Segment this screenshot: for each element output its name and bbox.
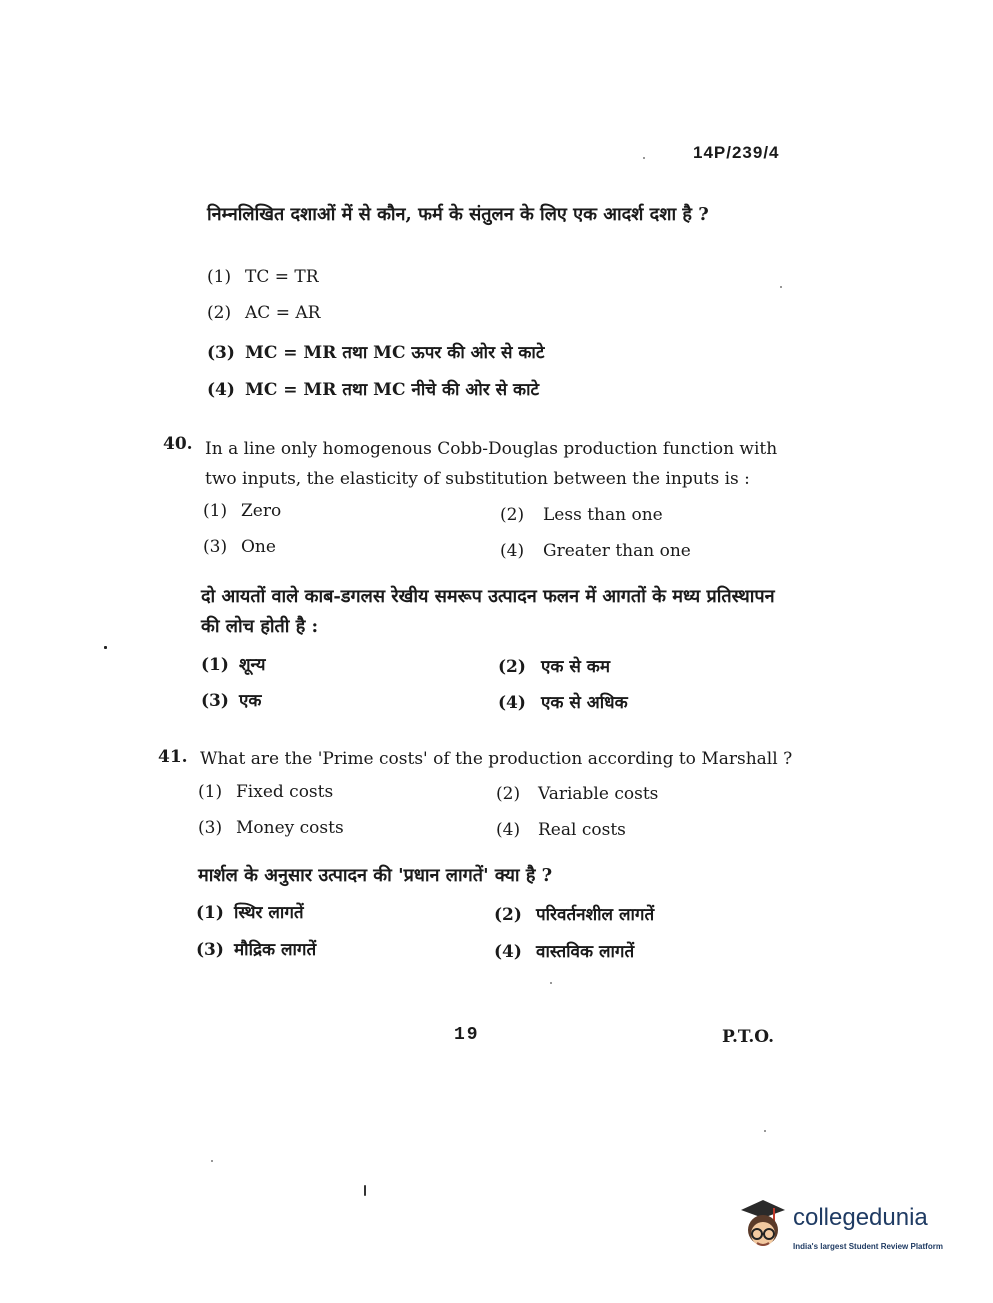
q41-option-hi-1: (1) स्थिर लागतें (196, 903, 304, 923)
logo-tagline: India's largest Student Review Platform (793, 1242, 943, 1251)
scan-speck (780, 286, 782, 288)
q41-option-hi-3: (3) मौद्रिक लागतें (196, 940, 317, 960)
paper-code: 14P/239/4 (693, 143, 780, 162)
q41-number: 41. (158, 747, 188, 767)
graduate-mascot-icon (733, 1196, 791, 1258)
scan-speck (550, 982, 552, 984)
page-number: 19 (454, 1025, 480, 1045)
q40-option-hi-3: (3) एक (201, 691, 262, 711)
q40-question-en: In a line only homogenous Cobb-Douglas production function with two inputs, the elasticity of substitution between the inputs is : (205, 439, 778, 489)
q39-question-hi: निम्नलिखित दशाओं में से कौन, फर्म के संतुलन के लिए एक आदर्श दशा है ? (207, 204, 709, 225)
q40-option-hi-2: (2) एक से कम (498, 657, 611, 677)
q41-option-en-3: (3) Money costs (198, 818, 344, 838)
q41-option-en-4: (4) Real costs (496, 820, 626, 840)
q39-option-3: (3) MC = MR तथा MC ऊपर की ओर से काटे (207, 343, 545, 363)
q39-option-1: (1) TC = TR (207, 267, 319, 287)
q41-option-hi-4: (4) वास्तविक लागतें (494, 942, 635, 962)
q39-option-4: (4) MC = MR तथा MC नीचे की ओर से काटे (207, 380, 540, 400)
q40-option-en-3: (3) One (203, 537, 276, 557)
q41-option-hi-2: (2) परिवर्तनशील लागतें (494, 905, 655, 925)
q40-number: 40. (163, 434, 193, 454)
scan-speck (643, 157, 645, 159)
q40-option-en-2: (2) Less than one (500, 505, 663, 525)
q41-question-hi: मार्शल के अनुसार उत्पादन की 'प्रधान लागतें' क्या है ? (198, 865, 553, 886)
q39-option-2: (2) AC = AR (207, 303, 321, 323)
scan-speck (211, 1160, 213, 1162)
q41-question-en: What are the 'Prime costs' of the production according to Marshall ? (200, 749, 793, 769)
logo-brand-text: collegedunia (793, 1204, 928, 1231)
scan-speck (764, 1130, 766, 1132)
scan-speck (104, 646, 107, 649)
q40-option-hi-4: (4) एक से अधिक (498, 693, 628, 713)
scan-speck (364, 1185, 366, 1196)
q40-option-en-1: (1) Zero (203, 501, 282, 521)
pto-label: P.T.O. (722, 1027, 774, 1047)
collegedunia-logo (733, 1196, 968, 1260)
q40-option-hi-1: (1) शून्य (201, 655, 266, 675)
q40-question-hi: दो आयतों वाले काब-डगलस रेखीय समरूप उत्पादन फलन में आगतों के मध्य प्रतिस्थापन की लोच होती है : (201, 586, 775, 637)
q41-option-en-2: (2) Variable costs (496, 784, 659, 804)
q41-option-en-1: (1) Fixed costs (198, 782, 334, 802)
q40-option-en-4: (4) Greater than one (500, 541, 691, 561)
